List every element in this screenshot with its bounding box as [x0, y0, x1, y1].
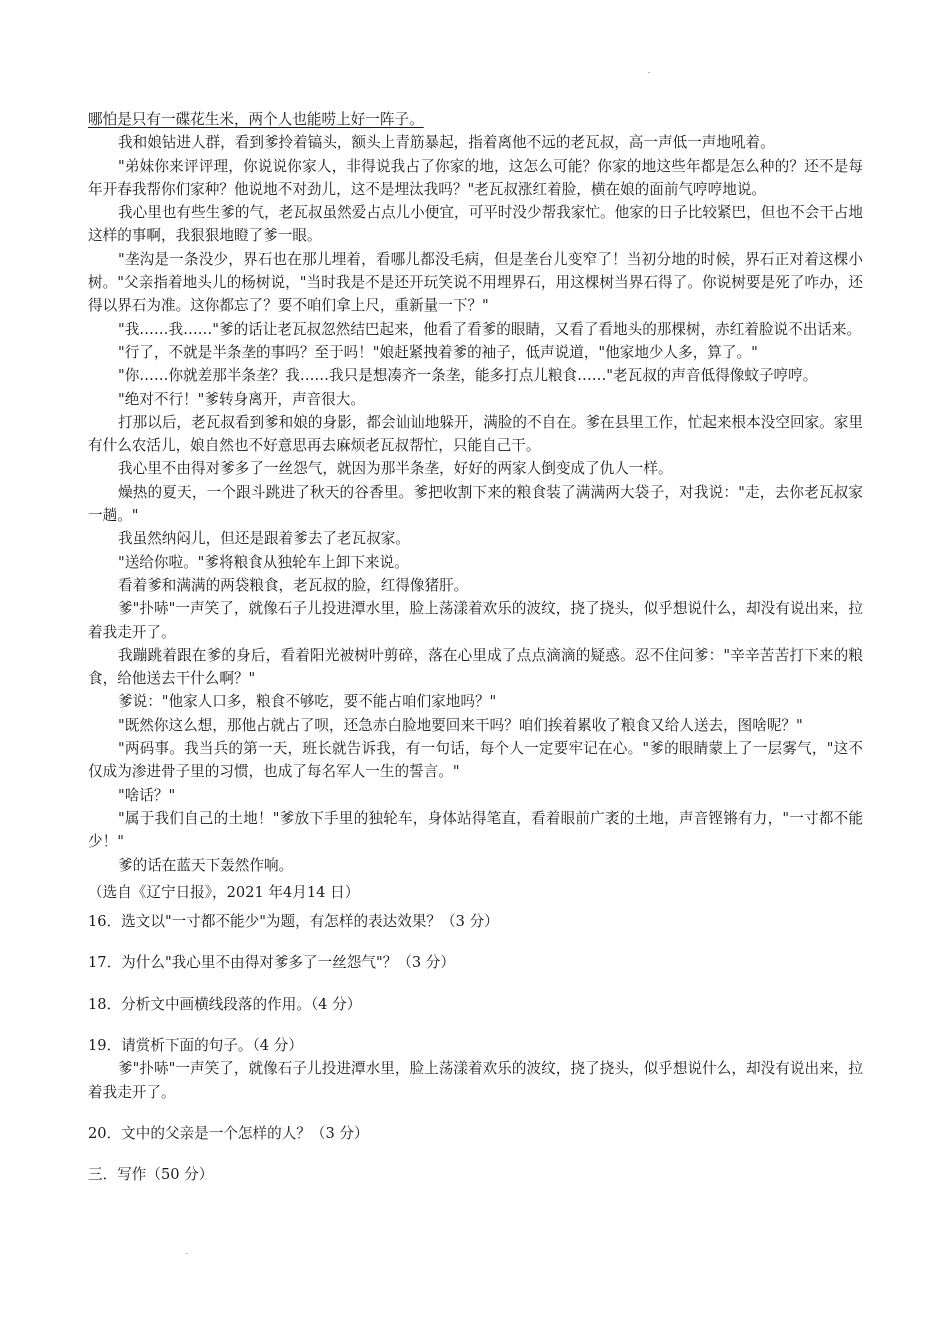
- paragraph: 打那以后，老瓦叔看到爹和娘的身影，都会讪讪地躲开，满脸的不自在。爹在县里工作，忙起来根本没空回家。家里有什么农活儿，娘自然也不好意思再去麻烦老瓦叔帮忙，只能自己干。: [88, 413, 863, 455]
- scan-mark: [648, 72, 650, 73]
- paragraph: "我……我……"爹的话让老瓦叔忽然结巴起来，他看了看爹的眼睛，又看了看地头的那棵树，赤红着脸说不出话来。: [118, 320, 862, 338]
- question-20: 20．文中的父亲是一个怎样的人？（3 分）: [88, 1124, 369, 1142]
- paragraph: "两码事。我当兵的第一天，班长就告诉我，有一句话，每个人一定要牢记在心。"爹的眼睛蒙上了一层雾气，"这不仅成为渗进骨子里的习惯，也成了每名军人一生的誓言。": [88, 740, 863, 781]
- paragraph: 我心里不由得对爹多了一丝怨气，就因为那半条垄，好好的两家人倒变成了仇人一样。: [118, 460, 673, 478]
- paragraph: 看着爹和满满的两袋粮食，老瓦叔的脸，红得像猪肝。: [118, 576, 469, 594]
- underlined-paragraph: 哪怕是只有一碟花生米，两个人也能唠上好一阵子。: [88, 111, 424, 128]
- paragraph: 我和娘钻进人群，看到爹拎着镐头，额头上青筋暴起，指着离他不远的老瓦叔，高一声低一声地吼着。: [118, 134, 775, 152]
- paragraph: "你……你就差那半条垄？我……我只是想凑齐一条垄，能多打点儿粮食……"老瓦叔的声音低得像蚊子哼哼。: [118, 367, 818, 385]
- document-page: [88, 108, 863, 1186]
- scan-mark: [186, 1253, 188, 1254]
- paragraph: "属于我们自己的土地！"爹放下手里的独轮车，身体站得笔直，看着眼前广袤的土地，声音铿锵有力，"一寸都不能少！": [88, 809, 863, 851]
- paragraph: "既然你这么想，那他占就占了呗，还急赤白脸地要回来干吗？咱们挨着累收了粮食又给人送去，图啥呢？": [118, 716, 803, 734]
- question-17: 17．为什么"我心里不由得对爹多了一丝怨气"？（3 分）: [88, 954, 455, 972]
- paragraph: "啥话？": [118, 786, 176, 804]
- source-citation: （选自《辽宁日报》，2021 年4月14 日）: [88, 883, 360, 901]
- paragraph: "送给你啦。"爹将粮食从独轮车上卸下来说。: [118, 553, 409, 571]
- question-18: 18．分析文中画横线段落的作用。（4 分）: [88, 995, 362, 1013]
- paragraph: "垄沟是一条没少，界石也在那儿埋着，看哪儿都没毛病，但是垄台儿变窄了！当初分地的时候，界石正对着这棵小树。"父亲指着地头儿的杨树说，"当时我是不是还开玩笑说不用埋界石，用这棵树当界石得了。你说树要是死了咋办，还得以界石为准。这你都忘了？要不咱们拿上尺，重新量一下？": [88, 250, 863, 315]
- paragraph: 我心里也有些生爹的气，老瓦叔虽然爱占点儿小便宜，可平时没少帮我家忙。他家的日子比较紧巴，但也不会干占地这样的事啊，我狠狠地瞪了爹一眼。: [88, 204, 863, 245]
- question-16: 16．选文以"一寸都不能少"为题，有怎样的表达效果？（3 分）: [88, 913, 499, 931]
- paragraph: 爹说："他家人口多，粮食不够吃，要不能占咱们家地吗？": [118, 693, 497, 711]
- question-19-quote: 爹"扑哧"一声笑了，就像石子儿投进潭水里，脸上荡漾着欢乐的波纹，挠了挠头，似乎想说什么，却没有说出来，拉着我走开了。: [88, 1060, 863, 1101]
- paragraph: "弟妹你来评评理，你说说你家人，非得说我占了你家的地，这怎么可能？你家的地这些年都是怎么种的？还不是每年开春我帮你们家种？他说地不对劲儿，这不是埋汰我吗？"老瓦叔涨红着脸，横在娘的面前气哼哼地说。: [88, 157, 863, 198]
- paragraph: 我蹦跳着跟在爹的身后，看着阳光被树叶剪碎，落在心里成了点点滴滴的疑惑。忍不住问爹："辛辛苦苦打下来的粮食，给他送去干什么啊？": [88, 646, 863, 688]
- paragraph: 燥热的夏天，一个跟斗跳进了秋天的谷香里。爹把收割下来的粮食装了满满两大袋子，对我说："走，去你老瓦叔家一趟。": [88, 483, 863, 525]
- paragraph: 爹的话在蓝天下轰然作响。: [118, 856, 294, 874]
- section-writing-heading: 三．写作（50 分）: [88, 1166, 214, 1184]
- paragraph: "绝对不行！"爹转身离开，声音很大。: [118, 390, 365, 408]
- paragraph: 爹"扑哧"一声笑了，就像石子儿投进潭水里，脸上荡漾着欢乐的波纹，挠了挠头，似乎想说什么，却没有说出来，拉着我走开了。: [88, 600, 863, 641]
- question-19: 19．请赏析下面的句子。（4 分）: [88, 1036, 303, 1054]
- paragraph: 我虽然纳闷儿，但还是跟着爹去了老瓦叔家。: [118, 530, 410, 548]
- paragraph: "行了，不就是半条垄的事吗？至于吗！"娘赶紧拽着爹的袖子，低声说道，"他家地少人多，算了。": [118, 343, 758, 361]
